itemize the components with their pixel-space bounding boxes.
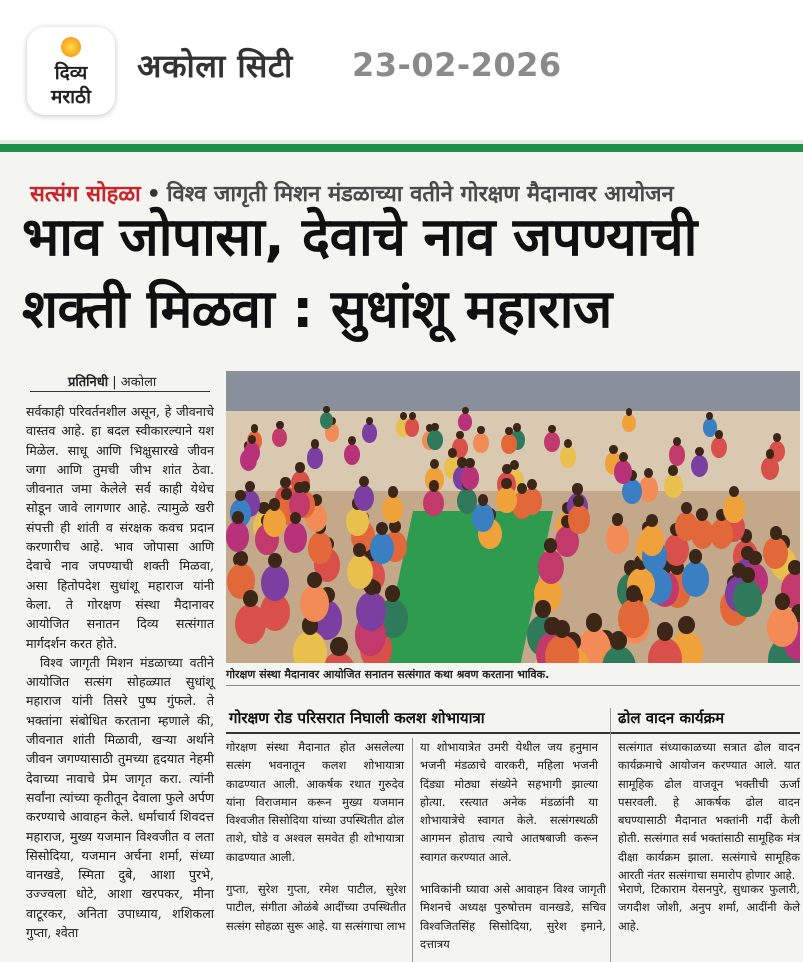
- crowd-head: [431, 423, 439, 431]
- crowd-figure: [691, 455, 708, 478]
- crowd-head: [626, 585, 641, 602]
- app-logo[interactable]: [27, 27, 115, 115]
- crowd-figure: [618, 599, 648, 638]
- lower-column-1: गुप्ता, सुरेश गुप्ता, रमेश पाटील, सुरेश पाटील, संगीता ओळंबे आदींच्या उपस्थितीत सत्संग सोहळा सुरू आहे. या सत्संगाचा लाभ: [226, 882, 406, 933]
- crowd-figure: [723, 495, 744, 522]
- crowd-head: [626, 408, 633, 416]
- crowd-head: [513, 423, 521, 431]
- crowd-figure: [356, 592, 386, 631]
- crowd-head: [586, 613, 602, 631]
- crowd-head: [269, 498, 280, 510]
- subhead-dhol-vadan: ढोल वादन कार्यक्रम: [618, 709, 725, 727]
- crowd-figure: [458, 413, 472, 431]
- crowd-figure: [544, 432, 559, 452]
- crowd-head: [448, 448, 457, 458]
- crowd-head: [775, 593, 790, 610]
- crowd-figure: [423, 490, 444, 517]
- crowd-head: [248, 435, 256, 444]
- logo-text-line2: मराठी: [50, 86, 91, 108]
- crowd-figure: [496, 487, 516, 513]
- crowd-head: [311, 439, 319, 448]
- crowd-head: [748, 551, 762, 566]
- crowd-figure: [235, 604, 266, 644]
- column-divider: [610, 708, 611, 962]
- crowd-figure: [261, 565, 288, 601]
- crowd-figure: [767, 607, 798, 647]
- crowd-head: [619, 452, 628, 462]
- crowd-figure: [346, 507, 368, 536]
- crowd-head: [788, 560, 800, 575]
- article-photo: [226, 371, 800, 663]
- app-header: [0, 0, 803, 140]
- crowd-figure: [675, 512, 698, 541]
- byline-author: प्रतिनिधी: [68, 375, 109, 390]
- crowd-head: [564, 439, 572, 448]
- crowd-figure: [501, 434, 517, 454]
- crowd-figure: [622, 414, 636, 432]
- crowd-head: [359, 476, 369, 487]
- crowd-figure: [308, 532, 332, 564]
- crowd-figure: [300, 585, 329, 623]
- crowd-head: [465, 458, 474, 468]
- crowd-head: [609, 445, 618, 454]
- crowd-figure: [664, 474, 683, 499]
- crowd-figure: [307, 447, 324, 469]
- crowd-head: [409, 412, 416, 420]
- kicker-text: विश्व जागृती मिशन मंडळाच्या वतीने गोरक्षण मैदानावर आयोजन: [166, 182, 674, 207]
- crowd-head: [280, 477, 290, 488]
- edition-title: अकोला सिटी: [137, 47, 293, 85]
- crowd-head: [696, 508, 708, 521]
- crowd-figure: [272, 428, 287, 448]
- crowd-head: [501, 478, 511, 489]
- yatra-column-1: गोरक्षण संस्था मैदानात होत असलेल्या सत्संग भवनातून कलश शोभायात्रा काढण्यात आली. आकर्षक रथात गुरुदेव यांना विराजमान करून मुख्य यजमान विश्वजीत सिसोदिया यांच्या उपस्थितीत ढोल ताशे, घोडे व अश्वल समवेत ही शोभायात्रा काढण्यात आली.: [226, 740, 404, 864]
- byline-city: अकोला: [120, 375, 157, 390]
- crowd-figure: [761, 457, 779, 480]
- crowd-head: [276, 421, 284, 429]
- crowd-figure: [427, 430, 442, 450]
- crowd-head: [612, 513, 624, 526]
- crowd-head: [505, 427, 513, 436]
- crowd-figure: [538, 550, 564, 584]
- crowd-head: [235, 490, 246, 502]
- crowd-head: [678, 616, 695, 634]
- crowd-figure: [640, 525, 664, 556]
- crowd-figure: [284, 522, 307, 552]
- crowd-head: [706, 412, 713, 420]
- lower-column-2: भाविकांनी घ्यावा असे आवाहन विश्व जागृती मिशनचे अध्यक्ष पुरुषोत्तम वानखडे, सचिव विश्वजितसिंह सिसोदिया, सुरेश इमाने, दत्तात्रय: [420, 882, 606, 951]
- crowd-head: [232, 511, 244, 524]
- column-divider: [412, 738, 413, 962]
- green-band: [0, 144, 803, 152]
- subhead-kalash-yatra: गोरक्षण रोड परिसरात निघाली कलश शोभायात्रा: [229, 709, 485, 727]
- crowd-head: [544, 538, 557, 552]
- crowd-head: [715, 430, 723, 439]
- crowd-figure: [293, 631, 326, 663]
- crowd-head: [323, 406, 330, 413]
- logo-text-line1: दिव्य: [54, 62, 88, 84]
- crowd-head: [527, 479, 537, 490]
- kicker-label: सत्संग सोहळा: [30, 182, 141, 207]
- crowd-figure: [606, 523, 630, 554]
- crowd-figure: [473, 433, 489, 453]
- article-headline: भाव जोपासा, देवाचे नाव जपण्याची शक्ती मिळवा : सुधांशू महाराज: [22, 207, 697, 340]
- crowd-head: [294, 482, 304, 493]
- photo-caption: गोरक्षण संस्था मैदानावर आयोजित सनातन सत्संगात कथा श्रवण करताना भाविक.: [226, 668, 550, 681]
- crowd-figure: [682, 561, 709, 596]
- edition-date: 23-02-2026: [352, 46, 562, 84]
- crowd-figure: [362, 423, 377, 442]
- crowd-figure: [710, 519, 733, 549]
- crowd-figure: [614, 460, 632, 483]
- crowd-head: [385, 585, 400, 602]
- crowd-head: [770, 526, 782, 540]
- left-column: [26, 402, 214, 942]
- caption-divider: [226, 685, 800, 686]
- left-paragraph-2: विश्व जागृती मिशन मंडळाच्या वतीने आयोजित सत्संग सोहळ्यात सुधांशू महाराज यांनी तिसरे पुष्प गुंफले. ते भक्तांना संबोधित करताना म्हणाले की, जीवनात शांती मिळावी, खऱ्या अर्थाने जीवन जगण्यासाठी तुमच्या हृदयात नेहमी देवाच्या नावाचे प्रेम जागृत करा. त्यांनी सर्वांना त्यांच्या कृतीतून देवाला फुले अर्पण करण्याचे आवाहन केले. धर्माचार्य शिवदत्त महाराज, मुख्य यजमान विश्वजीत व लता सिसोदिया, यजमान अर्चना शर्मा, संध्या वानखडे, स्मिता दुबे, आशा पुरभे, उज्ज्वला धोटे, आशा खरपकर, मीना वाटूरकर, अनिता उपाध्याय, शशिकला गुप्ता, श्वेता: [26, 654, 214, 941]
- crowd-figure: [711, 437, 727, 458]
- crowd-head: [429, 480, 439, 491]
- crowd-head: [243, 590, 258, 607]
- crowd-head: [268, 553, 282, 568]
- subhead-divider: [226, 732, 800, 734]
- crowd-head: [741, 567, 755, 583]
- crowd-head: [502, 464, 512, 474]
- crowd-head: [668, 465, 678, 476]
- crowd-head: [251, 424, 259, 432]
- byline: [68, 372, 156, 390]
- sun-icon: [61, 37, 81, 57]
- crowd-head: [477, 426, 485, 435]
- left-paragraph-1: सर्वकाही परिवर्तनशील असून, हे जीवनाचे वास्तव आहे. हा बदल स्वीकारल्याने यश मिळेल. साधू आणि भिक्षुसारखे जीवन जगा आणि तुमची जीभ शांत ठेवा. जीवनात जमा केलेले सर्व काही येथेच सोडून जावे लागणार आहे. त्यामुळे खरी संपत्ती ही शांती व संरक्षक कवच प्रदान करणारीच आहे. भाव जोपासा आणि देवाचे नाव जपण्याची शक्ती मिळवा, असा हितोपदेश सुधांशू महाराज यांनी केला. ते गोरक्षण संस्था मैदानावर आयोजित सनातन दिव्य सत्संगात मार्गदर्शन करत होते.: [26, 404, 214, 651]
- byline-divider: [30, 391, 210, 392]
- dhol-column: सत्संगात संध्याकाळच्या सत्रात ढोल वादन कार्यक्रमाचे आयोजन करण्यात आले. यात सामूहिक ढोल वाजवून भक्तीची ऊर्जा पसरवली. हे आकर्षक ढोल वादन बघण्यासाठी मैदानात भक्तांनी गर्दी केली होती. सत्संगात सर्व भक्तांसाठी सामूहिक मंत्र दीक्षा कार्यक्रम झाला. सत्संगाचे सामूहिक आरती नंतर सत्संगाचा समारोप होणार आहे.: [618, 740, 800, 883]
- crowd-head: [572, 483, 582, 494]
- crowd-figure: [344, 444, 360, 465]
- crowd-head: [456, 431, 464, 440]
- crowd-figure: [669, 444, 686, 466]
- crowd-head: [388, 486, 399, 498]
- crowd-figure: [461, 466, 479, 490]
- crowd-figure: [263, 508, 285, 537]
- crowd-head: [295, 462, 304, 472]
- crowd-head: [462, 407, 469, 415]
- crowd-head: [307, 572, 322, 588]
- crowd-figure: [560, 446, 577, 468]
- crowd-figure: [226, 521, 249, 551]
- crowd-head: [657, 622, 674, 641]
- crowd-head: [235, 551, 249, 566]
- crowd-head: [400, 412, 407, 420]
- crowd-head: [330, 637, 348, 656]
- crowd-figure: [347, 555, 373, 589]
- kicker-bullet: •: [146, 182, 161, 207]
- photo-backdrop: [226, 371, 800, 411]
- crowd-head: [535, 600, 551, 617]
- crowd-figure: [382, 496, 403, 523]
- crowd-head: [376, 522, 388, 535]
- crowd-head: [478, 494, 489, 506]
- lower-column-3: भेराणे, टिकाराम येसनपुरे, सुधाकर फुलारी, जगदीश जोशी, अनुप शर्मा, आदींनी केले आहे.: [618, 882, 800, 933]
- newspaper-clipping: [0, 140, 803, 962]
- yatra-column-2: या शोभायात्रेत उमरी येथील जय हनुमान भजनी मंडळाचे वारकरी, महिला भजनी दिंड्या मोठ्या संख्येने सहभागी झाल्या होत्या. रस्त्यात अनेक मंडळांनी या शोभायात्रेचे स्वागत केले. सत्संगस्थळी आगमन होताच त्याचे आतषबाजी करून स्वागत करण्यात आले.: [420, 740, 598, 864]
- byline-separator: |: [108, 375, 121, 390]
- crowd-figure: [405, 418, 419, 436]
- crowd-figure: [568, 505, 590, 534]
- crowd-figure: [244, 442, 260, 463]
